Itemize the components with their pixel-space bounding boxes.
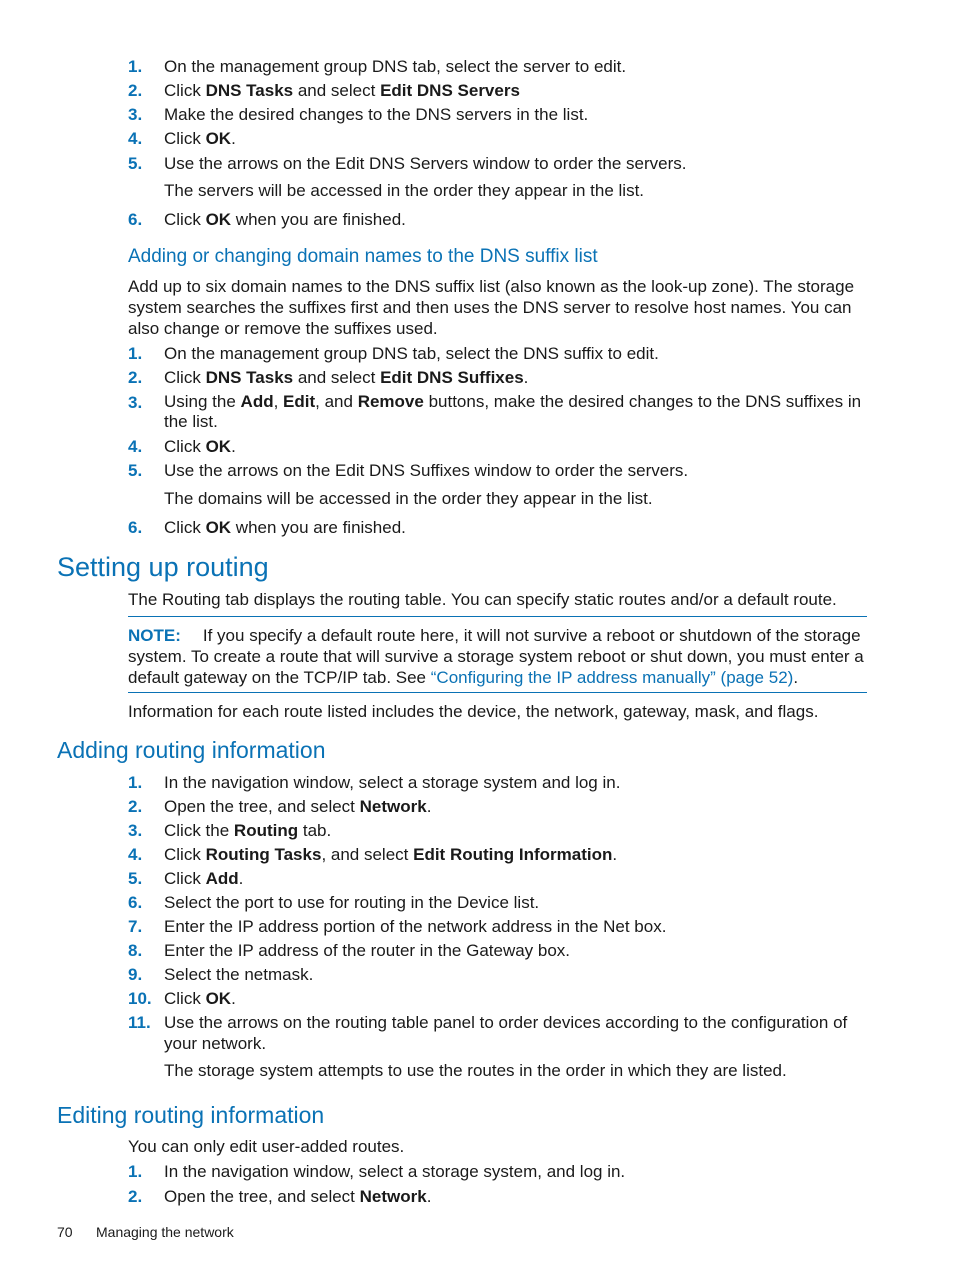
page-link[interactable]: “Configuring the IP address manually” (page 52) <box>430 668 794 687</box>
step-number: 9. <box>128 965 143 984</box>
step-fragment: . <box>612 845 618 864</box>
step-number: 2. <box>128 797 143 816</box>
step-text <box>164 517 406 538</box>
note-box <box>128 625 866 688</box>
step-number: 2. <box>128 368 143 387</box>
ui-term: Add <box>205 869 239 888</box>
step-fragment: In the navigation window, select a storage system, and log in. <box>164 1162 626 1181</box>
step-sub-note: The storage system attempts to use the routes in the order in which they are listed. <box>164 1061 787 1080</box>
step-number: 6. <box>128 893 143 912</box>
step-number: 1. <box>128 773 143 792</box>
ui-term: OK <box>205 210 232 229</box>
step-number: 10. <box>128 989 152 1008</box>
step-number: 5. <box>128 869 143 888</box>
step-fragment: and select <box>293 368 381 387</box>
step-number: 2. <box>128 81 143 100</box>
step-fragment: buttons, make the desired changes to the DNS suffixes in the list. <box>164 392 862 431</box>
step-text <box>164 820 331 841</box>
step-fragment: Click <box>164 518 206 537</box>
step-text <box>164 892 539 913</box>
step-fragment: when you are finished. <box>231 518 406 537</box>
ui-term: OK <box>205 437 232 456</box>
page-number: 70 <box>57 1224 73 1240</box>
step-fragment: Click <box>164 989 206 1008</box>
ui-term: Network <box>359 1187 427 1206</box>
step-number: 6. <box>128 518 143 537</box>
step-fragment: Use the arrows on the Edit DNS Suffixes window to order the servers. <box>164 461 689 480</box>
ui-term: Remove <box>357 392 424 411</box>
step-fragment: . <box>238 869 244 888</box>
step-fragment: Click <box>164 845 206 864</box>
step-text <box>164 80 520 101</box>
step-fragment: , and <box>315 392 358 411</box>
dns-suffix-heading: Adding or changing domain names to the DNS suffix list <box>128 246 598 267</box>
step-fragment: Click <box>164 210 206 229</box>
ui-term: OK <box>205 518 232 537</box>
step-number: 5. <box>128 461 143 480</box>
step-text <box>164 1161 625 1182</box>
step-text <box>164 56 626 77</box>
note-end: . <box>793 668 799 687</box>
ui-term: OK <box>205 989 232 1008</box>
step-text <box>164 868 243 889</box>
routing-info: Information for each route listed includes the device, the network, gateway, mask, and flags. <box>128 702 819 721</box>
routing-intro: The Routing tab displays the routing table. You can specify static routes and/or a default route. <box>128 590 837 609</box>
step-text <box>164 964 313 985</box>
ui-term: DNS Tasks <box>205 81 294 100</box>
ui-term: Routing Tasks <box>205 845 322 864</box>
step-fragment: tab. <box>298 821 332 840</box>
ui-term: Edit DNS Suffixes <box>380 368 524 387</box>
step-fragment: and select <box>293 81 381 100</box>
step-text <box>164 153 687 174</box>
ui-term: Edit <box>283 392 316 411</box>
dns-suffix-intro: Add up to six domain names to the DNS suffix list (also known as the look-up zone). The storage system searches the suffixes first and then uses the DNS server to resolve host names. You can also change or remove the suffixes used. <box>128 277 855 338</box>
step-text <box>164 392 864 432</box>
step-text <box>164 460 688 481</box>
step-fragment: Using the <box>164 392 241 411</box>
step-number: 7. <box>128 917 143 936</box>
step-number: 4. <box>128 845 143 864</box>
step-fragment: Click <box>164 81 206 100</box>
step-number: 6. <box>128 210 143 229</box>
step-number: 4. <box>128 129 143 148</box>
step-fragment: , and select <box>321 845 414 864</box>
ui-term: Edit DNS Servers <box>380 81 520 100</box>
ui-term: DNS Tasks <box>205 368 294 387</box>
step-number: 1. <box>128 57 143 76</box>
step-fragment: Click <box>164 129 206 148</box>
step-number: 11. <box>128 1013 151 1032</box>
step-fragment: Use the arrows on the Edit DNS Servers window to order the servers. <box>164 154 687 173</box>
note-text: If you specify a default route here, it will not survive a reboot or shutdown of the storage system. To create a route that will survive a storage system reboot or shut down, you must enter a default gateway on the TCP/IP tab. See <box>128 626 864 687</box>
step-number: 2. <box>128 1187 143 1206</box>
note-top-rule <box>128 616 867 617</box>
step-sub-note: The servers will be accessed in the order they appear in the list. <box>164 181 645 200</box>
step-fragment: . <box>231 437 236 456</box>
step-text <box>164 916 666 937</box>
step-number: 4. <box>128 437 143 456</box>
step-text <box>164 436 236 457</box>
step-fragment: Make the desired changes to the DNS servers in the list. <box>164 105 589 124</box>
ui-term: Edit Routing Information <box>413 845 613 864</box>
step-text <box>164 367 528 388</box>
routing-heading: Setting up routing <box>57 552 269 582</box>
step-text <box>164 1186 431 1207</box>
ui-term: Network <box>359 797 427 816</box>
step-fragment: Click <box>164 437 206 456</box>
adding-routing-heading: Adding routing information <box>57 737 326 763</box>
step-text <box>164 343 659 364</box>
step-fragment: Enter the IP address of the router in the Gateway box. <box>164 941 571 960</box>
step-text <box>164 772 620 793</box>
step-text <box>164 796 431 817</box>
step-text <box>164 128 236 149</box>
step-fragment: Select the netmask. <box>164 965 314 984</box>
step-number: 1. <box>128 1162 143 1181</box>
step-number: 1. <box>128 344 143 363</box>
step-fragment: when you are finished. <box>231 210 406 229</box>
step-fragment: . <box>426 797 432 816</box>
step-fragment: On the management group DNS tab, select the server to edit. <box>164 57 627 76</box>
step-text <box>164 209 406 230</box>
step-number: 3. <box>128 821 143 840</box>
step-fragment: . <box>231 129 236 148</box>
step-sub-note: The domains will be accessed in the order they appear in the list. <box>164 489 653 508</box>
editing-intro: You can only edit user-added routes. <box>128 1137 405 1156</box>
step-number: 5. <box>128 154 143 173</box>
step-number: 3. <box>128 105 143 124</box>
step-text <box>164 940 570 961</box>
step-text <box>164 844 617 865</box>
step-fragment: Use the arrows on the routing table panel to order devices according to the configuration of your network. <box>164 1013 848 1053</box>
ui-term: Add <box>240 392 274 411</box>
step-fragment: Select the port to use for routing in the Device list. <box>164 893 540 912</box>
chapter-title: Managing the network <box>96 1224 234 1240</box>
step-number: 3. <box>128 393 143 412</box>
step-fragment: . <box>523 368 529 387</box>
step-fragment: Click <box>164 368 206 387</box>
step-fragment: Enter the IP address portion of the network address in the Net box. <box>164 917 667 936</box>
step-fragment: , <box>273 392 284 411</box>
step-fragment: Open the tree, and select <box>164 797 360 816</box>
step-text <box>164 1012 864 1054</box>
step-fragment: On the management group DNS tab, select the DNS suffix to edit. <box>164 344 659 363</box>
step-fragment: . <box>231 989 236 1008</box>
step-fragment: . <box>426 1187 432 1206</box>
step-text <box>164 104 588 125</box>
step-fragment: In the navigation window, select a storage system and log in. <box>164 773 621 792</box>
editing-routing-heading: Editing routing information <box>57 1102 325 1128</box>
step-number: 8. <box>128 941 143 960</box>
note-label: NOTE: <box>128 626 181 645</box>
note-bottom-rule <box>128 692 867 693</box>
step-fragment: Click the <box>164 821 234 840</box>
ui-term: OK <box>205 129 232 148</box>
step-text <box>164 988 236 1009</box>
step-fragment: Open the tree, and select <box>164 1187 360 1206</box>
ui-term: Routing <box>233 821 299 840</box>
step-fragment: Click <box>164 869 206 888</box>
